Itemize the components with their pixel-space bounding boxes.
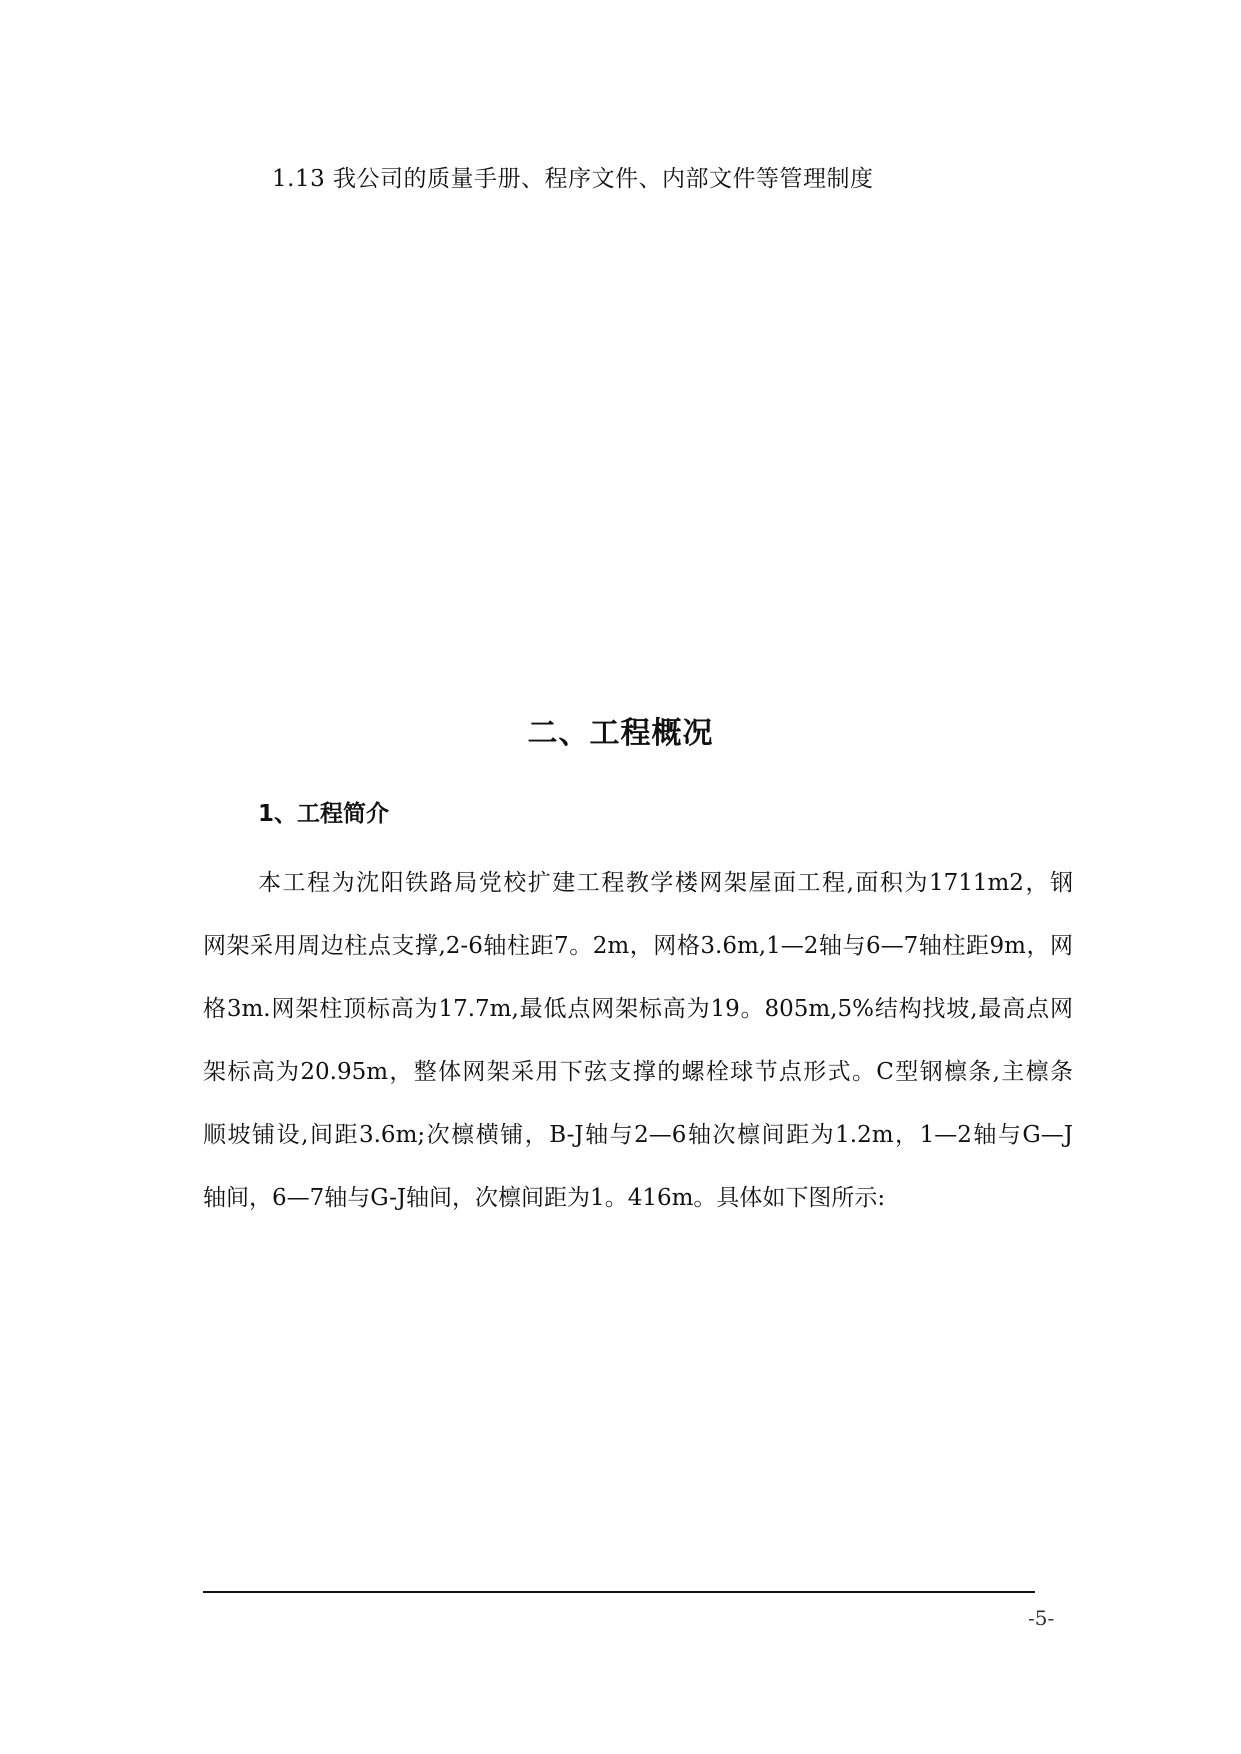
paragraph-line: 本工程为沈阳铁路局党校扩建工程教学楼网架屋面工程,面积为1711m2，钢 — [258, 870, 1073, 896]
paragraph-line: 网架采用周边柱点支撑,2-6轴柱距7。2m，网格3.6m,1—2轴与6—7轴柱距9m，网 — [203, 933, 1073, 959]
paragraph-line: 轴间，6—7轴与G-J轴间，次檩间距为1。416m。具体如下图所示: — [203, 1185, 886, 1211]
footer-divider — [203, 1591, 1035, 1593]
section-title: 1、工程简介 — [258, 801, 390, 827]
paragraph-line: 格3m.网架柱顶标高为17.7m,最低点网架标高为19。805m,5%结构找坡,最高点网 — [203, 996, 1073, 1022]
reference-item: 1.13 我公司的质量手册、程序文件、内部文件等管理制度 — [272, 166, 874, 192]
page-number: -5- — [1028, 1606, 1055, 1630]
paragraph-line: 顺坡铺设,间距3.6m;次檩横铺，B-J轴与2—6轴次檩间距为1.2m，1—2轴与G—J — [203, 1122, 1073, 1148]
chapter-title: 二、工程概况 — [527, 716, 714, 751]
paragraph-line: 架标高为20.95m，整体网架采用下弦支撑的螺栓球节点形式。C型钢檩条,主檩条 — [203, 1059, 1073, 1085]
project-overview-paragraph — [203, 852, 1073, 1230]
